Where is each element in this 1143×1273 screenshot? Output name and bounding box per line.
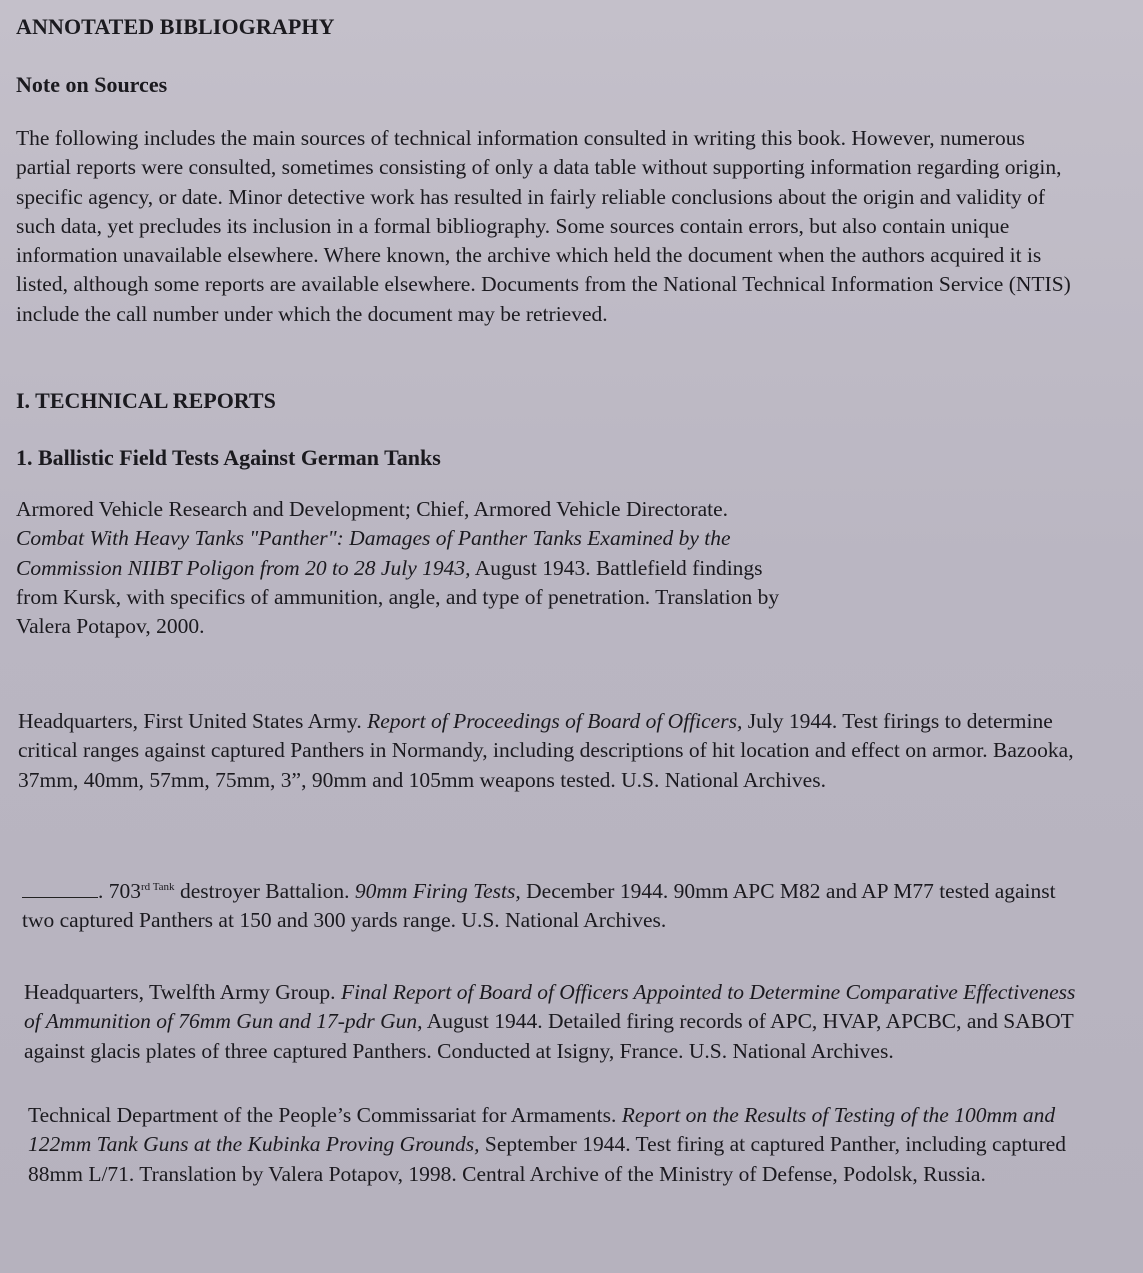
entry-author: destroyer Battalion. (179, 879, 350, 904)
entry-details: August 1944. Detailed firing records of APC, HVAP, APCBC, and SABOT against glacis plates of three captured Panthers. Conducted at Isigny, France. U.S. National Archives. (24, 1009, 1074, 1063)
bibliography-entry (18, 707, 1088, 795)
entry-details: July 1944. Test firings to determine critical ranges against captured Panthers in Normandy, including descriptions of hit location and effect on armor. Bazooka, 37mm, 40mm, 57mm, 75mm, 3”, 90mm and 105mm weapons tested. U.S. National Archives. (18, 709, 1074, 792)
subsection-heading: 1. Ballistic Field Tests Against German Tanks (16, 445, 441, 470)
entry-details: December 1944. 90mm APC M82 and AP M77 tested against two captured Panthers at 150 and 300 yards range. U.S. National Archives. (22, 879, 1056, 933)
entry-author: Armored Vehicle Research and Development; Chief, Armored Vehicle Directorate. (16, 497, 729, 521)
entry-title: Report on the Results of Testing of the 100mm and 122mm Tank Guns at the Kubinka Proving Grounds, (28, 1103, 1056, 1157)
note-paragraph: The following includes the main sources of technical information consulted in writing this book. However, numerous partial reports were consulted, sometimes consisting of only a data table without supporting information regarding origin, specific agency, or date. Minor detective work has resulted in fairly reliable conclusions about the origin and validity of such data, yet precludes its inclusion in a formal bibliography. Some sources contain errors, but also contain unique information unavailable elsewhere. Where known, the archive which held the document when the authors acquired it is listed, although some reports are available elsewhere. Documents from the National Technical Information Service (NTIS) include the call number under which the document may be retrieved. (16, 126, 1071, 326)
entry-author: Technical Department of the People’s Commissariat for Armaments. (28, 1103, 617, 1127)
entry-author-prefix: . 703 (98, 879, 141, 904)
note-heading: Note on Sources (16, 72, 168, 97)
document-title: ANNOTATED BIBLIOGRAPHY (16, 14, 335, 39)
bibliography-entry (16, 495, 786, 641)
bibliography-entry (22, 873, 1082, 936)
entry-title: 90mm Firing Tests, (354, 879, 521, 904)
entry-author: Headquarters, Twelfth Army Group. (24, 980, 336, 1004)
entry-title: Final Report of Board of Officers Appointed to Determine Comparative Effectiveness of Ammunition of 76mm Gun and 17-pdr Gun, (24, 980, 1076, 1034)
entry-title: Report of Proceedings of Board of Officers, (367, 709, 743, 733)
entry-details: September 1944. Test firing at captured Panther, including captured 88mm L/71. Translation by Valera Potapov, 1998. Central Archive of the Ministry of Defense, Podolsk, Russia. (28, 1132, 1067, 1186)
entry-author-superscript: rd Tank (141, 881, 175, 893)
entry-details: August 1943. Battlefield findings from Kursk, with specifics of ammunition, angle, and type of penetration. Translation by Valera Potapov, 2000. (16, 555, 780, 639)
bibliography-entry (24, 978, 1094, 1066)
entry-author: Headquarters, First United States Army. (18, 709, 362, 733)
section-heading: I. TECHNICAL REPORTS (16, 388, 276, 413)
repeated-author-line (22, 883, 98, 898)
bibliography-entry (28, 1101, 1088, 1189)
entry-title: Combat With Heavy Tanks "Panther": Damages of Panther Tanks Examined by the Commission NIIBT Poligon from 20 to 28 July 1943, (16, 526, 731, 580)
